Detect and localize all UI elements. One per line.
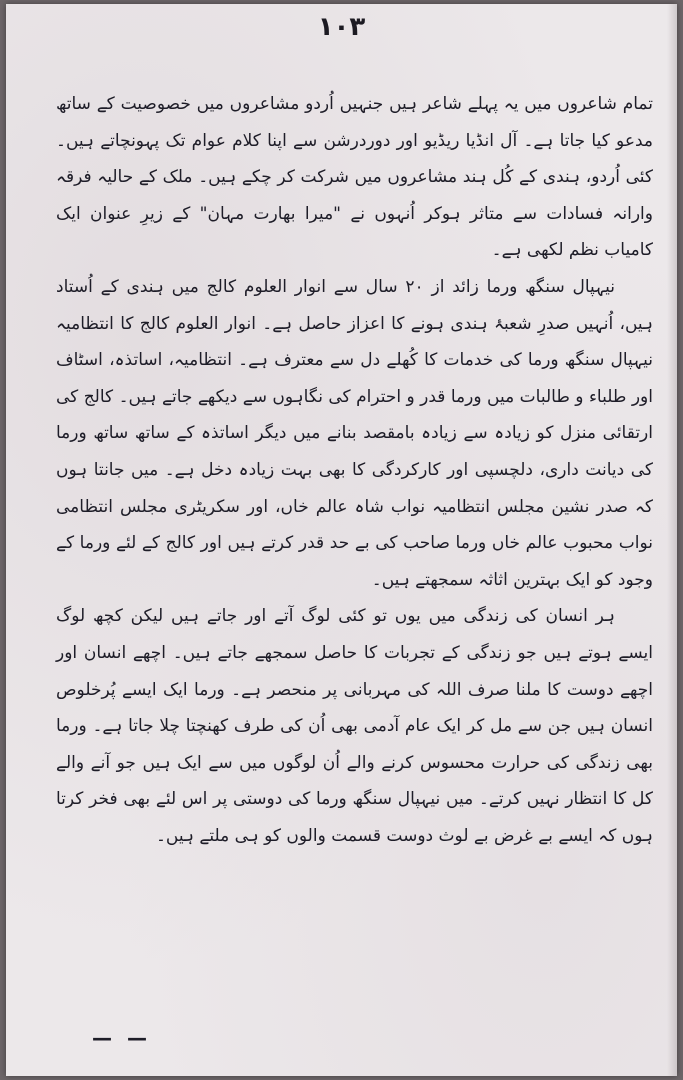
paragraph-1: تمام شاعروں میں یہ پہلے شاعر ہیں جنہیں اُردو مشاعروں میں خصوصیت کے ساتھ مدعو کیا جاتا ہے۔ آل انڈیا ریڈیو اور دوردرشن سے اپنا کلام عوام تک پہونچاتے ہیں۔ کئی اُردو، ہندی کے کُل ہند مشاعروں میں شرکت کر چکے ہیں۔ ملک کے حالیہ فرقہ وارانہ فسادات سے متاثر ہوکر اُنہوں نے "میرا بھارت مہان" کے زیرِ عنوان ایک کامیاب نظم لکھی ہے۔ [56,94,653,261]
page-body [56,86,653,854]
footer-mark: — — [92,1026,151,1050]
paragraph-3: ہر انسان کی زندگی میں یوں تو کئی لوگ آتے اور جاتے ہیں لیکن کچھ لوگ ایسے ہوتے ہیں جو زندگی کے تجربات کا حاصل سمجھے جاتے ہیں۔ اچھے انسان اور اچھے دوست کا ملنا صرف اللہ کی مہربانی پر منحصر ہے۔ ورما ایک ایسے پُرخلوص انسان ہیں جن سے مل کر ایک عام آدمی بھی اُن کی طرف کھنچتا چلا جاتا ہے۔ ورما بھی زندگی کی حرارت محسوس کرنے والے اُن لوگوں میں سے ایک ہیں جو آنے والے کل کا انتظار نہیں کرتے۔ میں نیہپال سنگھ ورما کی دوستی پر اس لئے بھی فخر کرتا ہوں کہ ایسے بے غرض بے لوث دوست قسمت والوں کو ہی ملتے ہیں۔ [56,606,653,846]
paragraph-2: نیہپال سنگھ ورما زائد از ۲۰ سال سے انوار العلوم کالج میں ہندی کے اُستاد ہیں، اُنہیں صدرِ شعبۂ ہندی ہونے کا اعزاز حاصل ہے۔ انوار العلوم کالج کا انتظامیہ نیہپال سنگھ ورما کی خدمات کا کُھلے دل سے معترف ہے۔ انتظامیہ، اساتذہ، اسٹاف اور طلباء و طالبات میں ورما قدر و احترام کی نگاہوں سے دیکھے جاتے ہیں۔ کالج کی ارتقائی منزل کو زیادہ سے زیادہ بامقصد بنانے میں دیگر اساتذہ کے ساتھ ساتھ ورما کی دیانت داری، دلچسپی اور کارکردگی کا بھی بہت زیادہ دخل ہے۔ میں جانتا ہوں کہ صدر نشین مجلس انتظامیہ نواب شاہ عالم خاں، اور سکریٹری مجلس انتظامی نواب محبوب عالم خاں ورما صاحب کی بے حد قدر کرتے ہیں اور کالج کے لئے ورما کے وجود کو ایک بہترین اثاثہ سمجھتے ہیں۔ [56,276,653,590]
page-edge-shadow [667,4,677,1076]
book-page [6,4,677,1076]
page-number: ۱۰۳ [317,12,366,42]
